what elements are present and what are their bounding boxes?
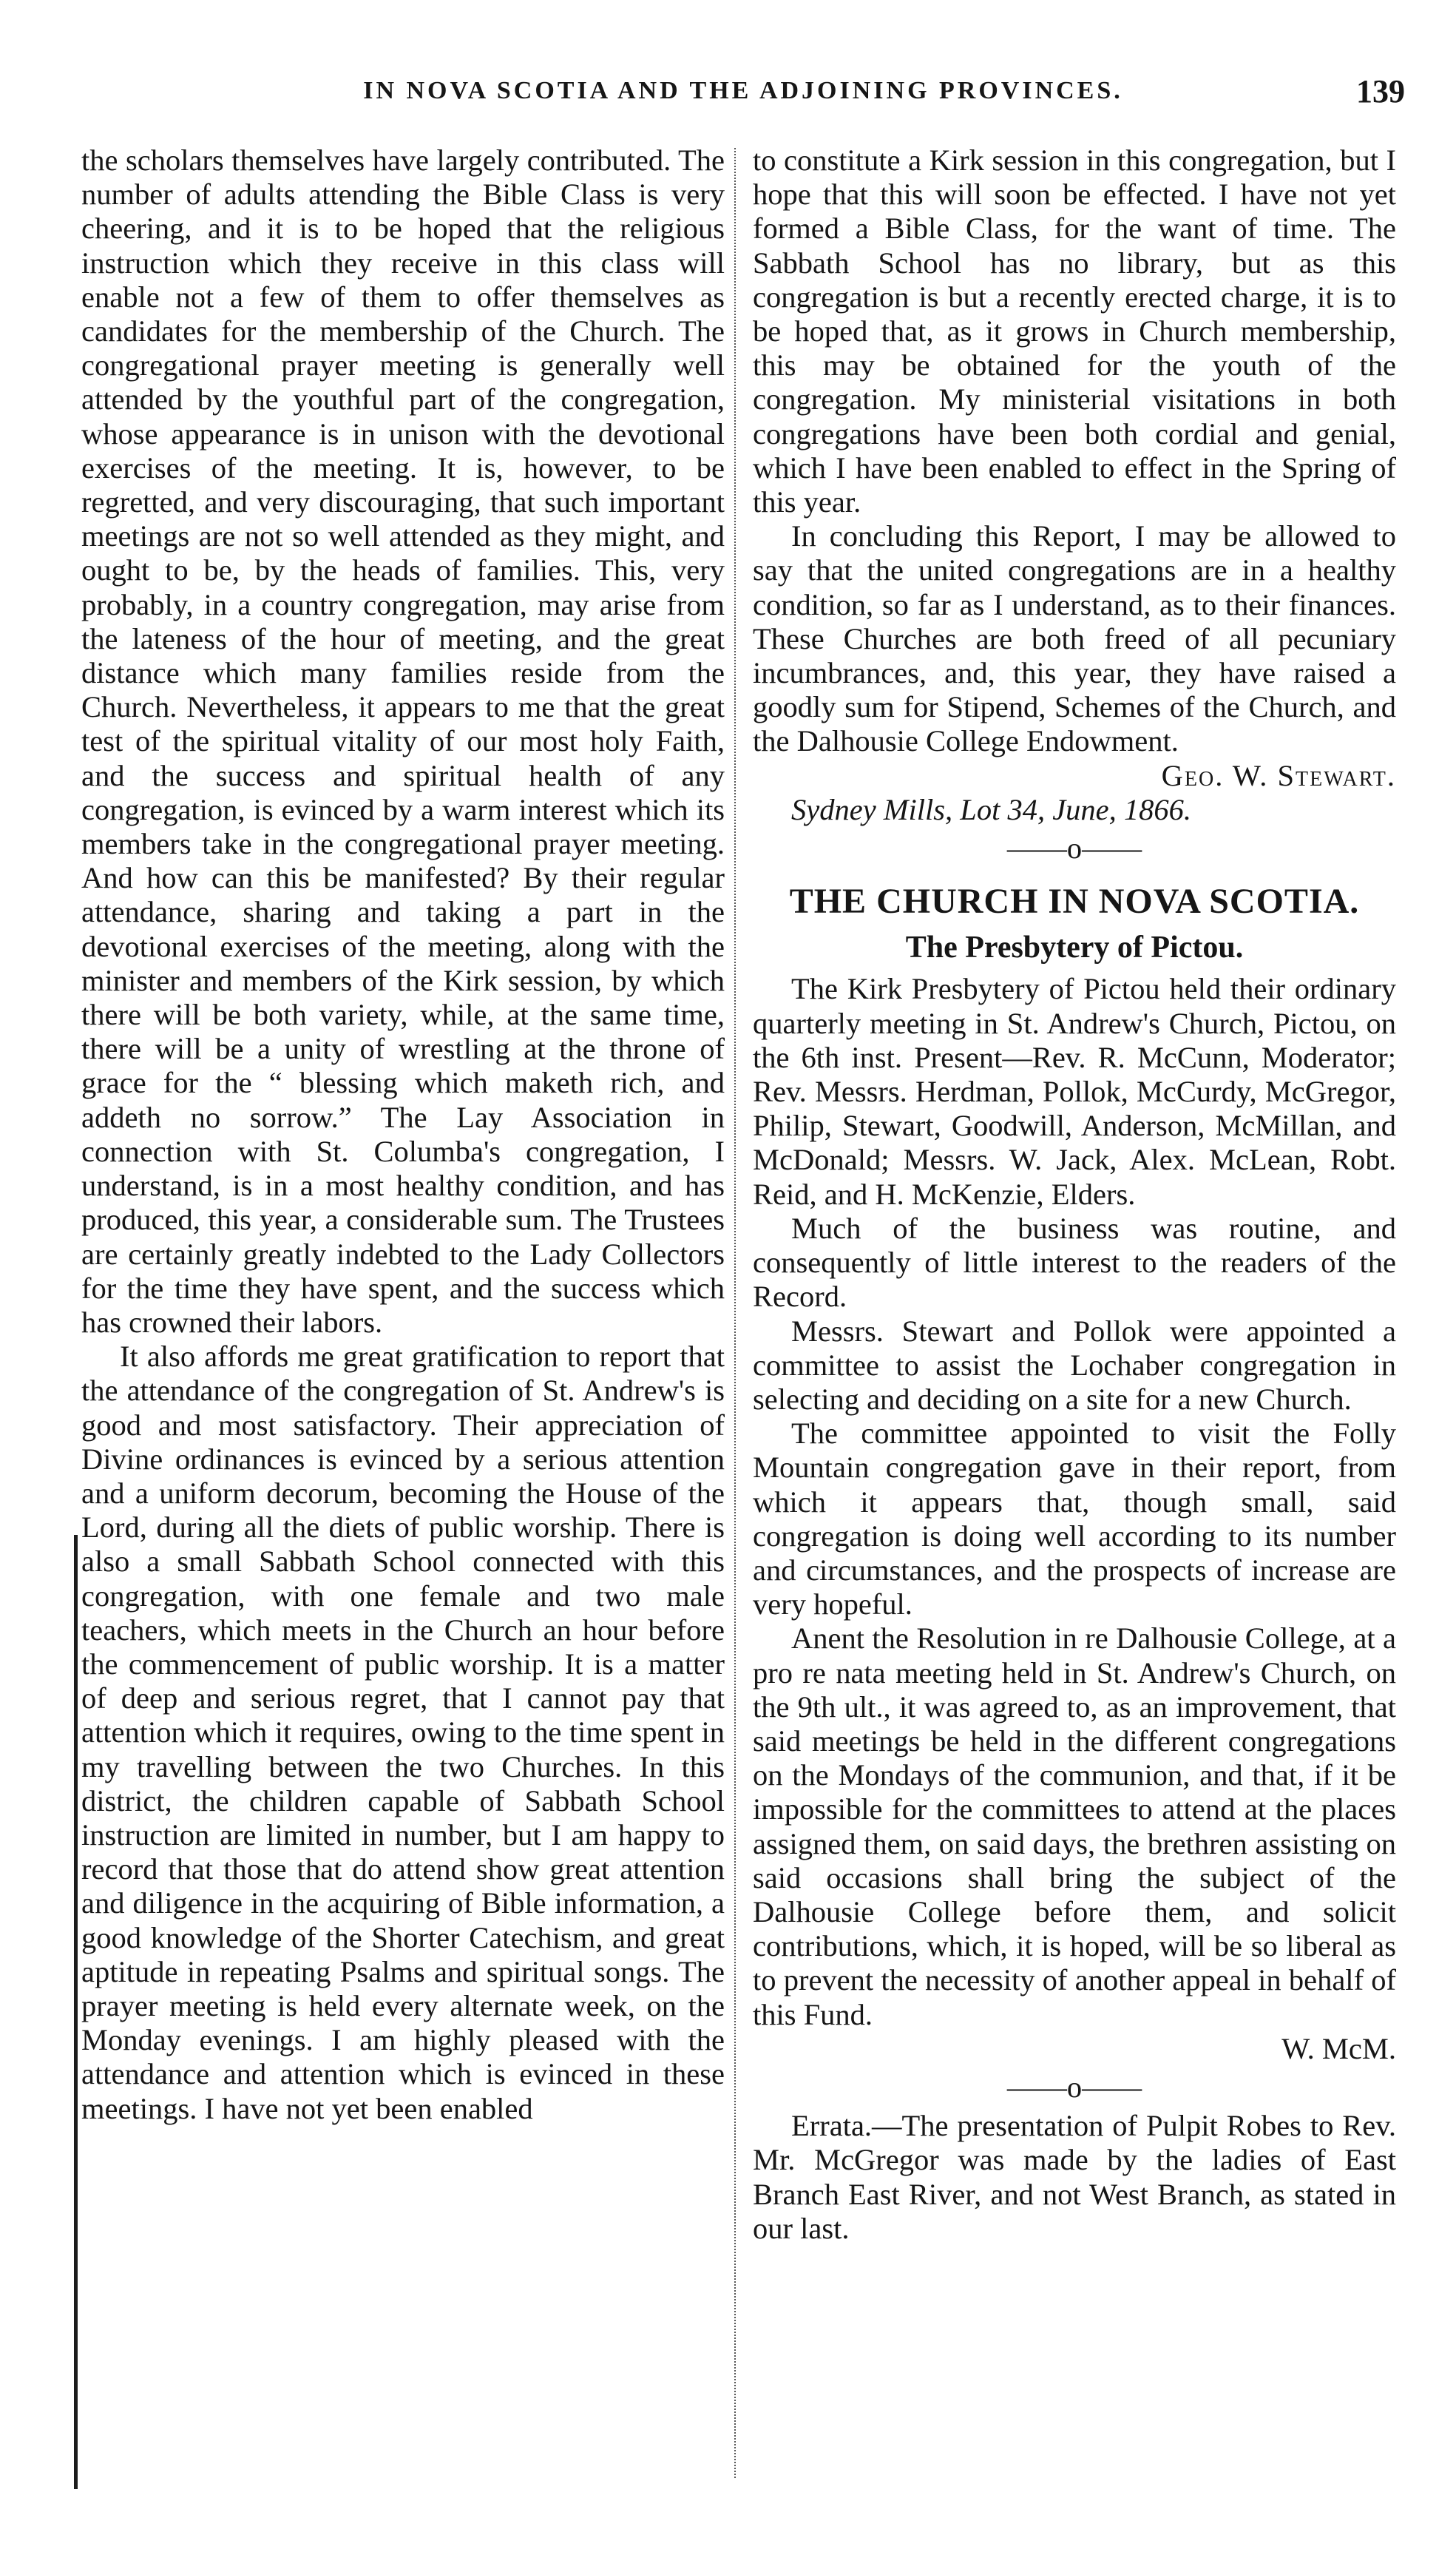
right-column <box>753 144 1396 2246</box>
paragraph: Messrs. Stewart and Pollok were appointed a committee to assist the Lochaber congregation in selecting and deciding on a site for a new Church. <box>753 1314 1396 1416</box>
sub-title: The Presbytery of Pictou. <box>905 931 1244 965</box>
separator: ——o—— <box>1006 2070 1142 2104</box>
left-column <box>81 144 725 2126</box>
paragraph: The committee appointed to visit the Folly Mountain congregation gave in their report, from which it appears that, though small, said congregation is doing well according to its number and circumstances, and the prospects of increase are very hopeful. <box>753 1417 1396 1621</box>
dateline: Sydney Mills, Lot 34, June, 1866. <box>791 792 1192 826</box>
paragraph: Much of the business was routine, and consequently of little interest to the readers of the Record. <box>753 1211 1396 1314</box>
margin-bar <box>74 1535 78 2489</box>
paragraph: In concluding this Report, I may be allowed to say that the united congregations are in a healthy condition, so far as I understand, as to their finances. These Churches are both freed of all pecuniary incumbrances, and, this year, they have raised a goodly sum for Stipend, Schemes of the Church, and the Dalhousie College Endowment. <box>753 519 1396 758</box>
section-title: THE CHURCH IN NOVA SCOTIA. <box>789 882 1360 922</box>
separator: ——o—— <box>1006 831 1142 865</box>
paragraph: The Kirk Presbytery of Pictou held their ordinary quarterly meeting in St. Andrew's Church, Pictou, on the 6th inst. Present—Rev. R. McCunn, Moderator; Rev. Messrs. Herdman, Pollok, McCurdy, McGregor, Philip, Stewart, Goodwill, Anderson, McMillan, and McDonald; Messrs. W. Jack, Alex. McLean, Robt. Reid, and H. McKenzie, Elders. <box>753 972 1396 1211</box>
running-head: IN NOVA SCOTIA AND THE ADJOINING PROVINCES. <box>363 77 1123 104</box>
paragraph: It also affords me great gratification to report that the attendance of the congregation of St. Andrew's is good and most satisfactory. Their appreciation of Divine ordinances is evinced by a serious attention and a uniform decorum, becoming the House of the Lord, during all the diets of public worship. There is also a small Sabbath School connected with this congregation, with one female and two male teachers, which meets in the Church an hour before the commencement of public worship. It is a matter of deep and serious regret, that I cannot pay that attention which it requires, owing to the time spent in my travelling between the two Churches. In this district, the children capable of Sabbath School instruction are limited in number, but I am happy to record that those that do attend show great attention and diligence in the acquiring of Bible information, a good knowledge of the Shorter Catechism, and great aptitude in repeating Psalms and spiritual songs. The prayer meeting is held every alternate week, on the Monday evenings. I am highly pleased with the attendance and attention which is evinced in these meetings. I have not yet been enabled <box>81 1340 725 2125</box>
page-header <box>81 73 1405 129</box>
paragraph: the scholars themselves have largely contributed. The number of adults attending the Bible Class is very cheering, and it is to be hoped that the religious instruction which they receive in this class will enable not a few of them to offer themselves as candidates for the membership of the Church. The congregational prayer meeting is generally well attended by the youthful part of the congregation, whose appearance is in unison with the devotional exercises of the meeting. It is, however, to be regretted, and very discouraging, that such important meetings are not so well attended as they might, and ought to be, by the heads of families. This, very probably, in a country congregation, may arise from the lateness of the hour of meeting, and the great distance which many families reside from the Church. Nevertheless, it appears to me that the great test of the spiritual vitality of our most holy Faith, and the success and spiritual health of any congregation, is evinced by a warm interest which its members take in the congregational prayer meeting. And how can this be manifested? By their regular attendance, sharing and taking a part in the devotional exercises of the meeting, along with the minister and members of the Kirk session, by which there will be both variety, while, at the same time, there will be a unity of wrestling at the throne of grace for the “ blessing which maketh rich, and addeth no sorrow.” The Lay Association in connection with St. Columba's congregation, I understand, is in a most healthy condition, and has produced, this year, a considerable sum. The Trustees are certainly greatly indebted to the Lady Collectors for the time they have spent, and the success which has crowned their labors. <box>81 144 725 1339</box>
paragraph: to constitute a Kirk session in this congregation, but I hope that this will soon be effected. I have not yet formed a Bible Class, for the want of time. The Sabbath School has no library, but as this congregation is but a recently erected charge, it is to be hoped that, as it grows in Church membership, this may be obtained for the youth of the congregation. My ministerial visitations in both congregations have been both cordial and genial, which I have been enabled to effect in the Spring of this year. <box>753 144 1396 519</box>
signature: Geo. W. Stewart. <box>1161 758 1396 792</box>
errata: Errata.—The presentation of Pulpit Robes to Rev. Mr. McGregor was made by the ladies of East Branch East River, and not West Branch, as stated in our last. <box>753 2109 1396 2245</box>
page-number: 139 <box>1356 73 1405 109</box>
paragraph: Anent the Resolution in re Dalhousie College, at a pro re nata meeting held in St. Andrew's Church, on the 9th ult., it was agreed to, as an improvement, that said meetings be held in the different congregations on the Mondays of the communion, and that, if it be impossible for the committees to attend at the places assigned them, on said days, the brethren assisting on said occasions shall bring the subject of the Dalhousie College before them, and solicit contributions, which, it is hoped, will be so liberal as to prevent the necessity of another appeal in behalf of this Fund. <box>753 1621 1396 2031</box>
column-divider <box>734 148 736 2478</box>
signoff: W. McM. <box>1281 2031 1396 2065</box>
